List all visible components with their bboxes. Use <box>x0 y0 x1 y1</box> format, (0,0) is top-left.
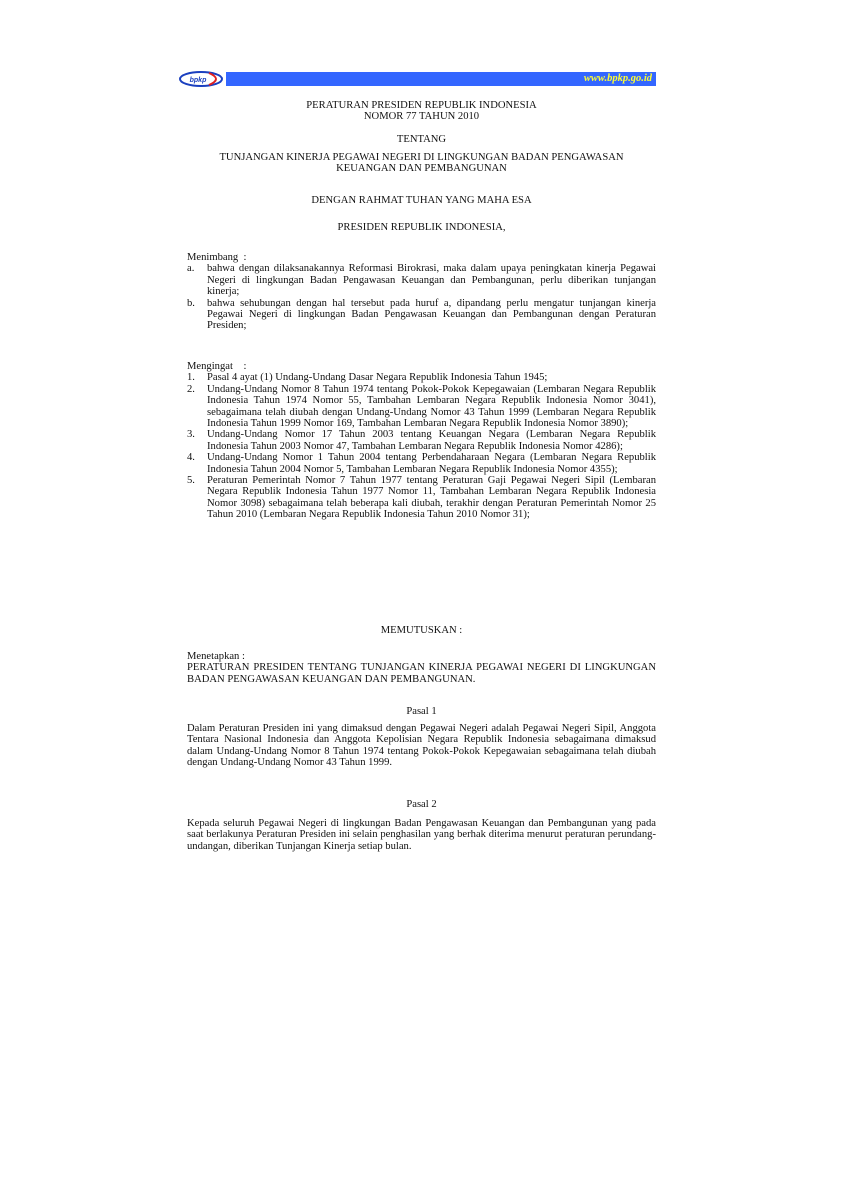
rahmat-line: DENGAN RAHMAT TUHAN YANG MAHA ESA <box>311 195 532 206</box>
list-item <box>187 452 656 475</box>
list-marker: b. <box>187 297 195 309</box>
list-item <box>187 429 656 452</box>
menimbang-section <box>187 252 656 332</box>
list-item <box>187 263 656 297</box>
pasal-2-heading: Pasal 2 <box>406 799 437 810</box>
list-marker: 3. <box>187 429 195 441</box>
pasal-1-text: Dalam Peraturan Presiden ini yang dimaksud dengan Pegawai Negeri adalah Pegawai Negeri Sipil, Anggota Tentara Nasional Indonesia dan Anggota Kepolisian Negara Republik Indonesia sebagaimana dimaksud dalam Undang-Undang Nomor 8 Tahun 1974 tentang Pokok-Pokok Kepegawaian sebagaimana telah diubah dengan Undang-Undang Nomor 43 Tahun 1999. <box>187 723 656 769</box>
memutuskan-heading: MEMUTUSKAN : <box>380 625 463 636</box>
list-marker: 4. <box>187 452 195 464</box>
svg-text:bpkp: bpkp <box>189 77 207 84</box>
document-title <box>187 100 656 123</box>
subject-line: TUNJANGAN KINERJA PEGAWAI NEGERI DI LINGKUNGAN BADAN PENGAWASAN <box>219 152 624 163</box>
menetapkan-section <box>187 651 656 685</box>
list-item <box>187 298 656 332</box>
document-subject <box>187 152 656 175</box>
pasal-1-heading: Pasal 1 <box>406 706 437 717</box>
section-label: Mengingat : <box>187 361 247 372</box>
list-text: Undang-Undang Nomor 1 Tahun 2004 tentang Perbendaharaan Negara (Lembaran Negara Republik Indonesia Tahun 2004 Nomor 5, Tambahan Lembaran Negara Republik Indonesia Nomor 4355); <box>207 452 656 475</box>
list-text: Pasal 4 ayat (1) Undang-Undang Dasar Negara Republik Indonesia Tahun 1945; <box>207 372 548 384</box>
menetapkan-text: PERATURAN PRESIDEN TENTANG TUNJANGAN KINERJA PEGAWAI NEGERI DI LINGKUNGAN BADAN PENGAWASAN KEUANGAN DAN PEMBANGUNAN. <box>187 662 656 685</box>
mengingat-section <box>187 361 656 521</box>
list-item <box>187 384 656 430</box>
list-text: bahwa sehubungan dengan hal tersebut pada huruf a, dipandang perlu mengatur tunjangan kinerja Pegawai Negeri di lingkungan Badan Pengawasan Keuangan dan Pembangunan dengan Peraturan Presiden; <box>207 297 656 332</box>
list-text: bahwa dengan dilaksanakannya Reformasi Birokrasi, maka dalam upaya peningkatan kinerja Pegawai Negeri di lingkungan Badan Pengawasan Keuangan dan Pembangunan, perlu diberikan tunjangan kinerja; <box>207 263 656 298</box>
list-marker: 5. <box>187 475 195 487</box>
website-link[interactable]: www.bpkp.go.id <box>583 73 652 84</box>
presiden-line: PRESIDEN REPUBLIK INDONESIA, <box>337 222 506 233</box>
subject-line: KEUANGAN DAN PEMBANGUNAN <box>336 163 507 175</box>
tentang-heading: TENTANG <box>396 134 447 145</box>
title-number: NOMOR 77 TAHUN 2010 <box>363 111 480 123</box>
pasal-2-text: Kepada seluruh Pegawai Negeri di lingkungan Badan Pengawasan Keuangan dan Pembangunan yang pada saat berlakunya Peraturan Presiden ini selain penghasilan yang berhak diterima menurut peraturan perundang-undangan, diberikan Tunjangan Kinerja setiap bulan. <box>187 818 656 852</box>
section-label: Menimbang : <box>187 252 247 263</box>
list-text: Peraturan Pemerintah Nomor 7 Tahun 1977 tentang Peraturan Gaji Pegawai Negeri Sipil (Lembaran Negara Republik Indonesia Tahun 1977 Nomor 11, Tambahan Lembaran Negara Republik Indonesia Nomor 3098) sebagaimana telah beberapa kali diubah, terakhir dengan Peraturan Pemerintah Nomor 25 Tahun 2010 (Lembaran Negara Republik Indonesia Tahun 2010 Nomor 31); <box>207 475 656 521</box>
list-item <box>187 372 656 383</box>
list-item <box>187 475 656 521</box>
list-marker: 1. <box>187 372 195 384</box>
title-line: PERATURAN PRESIDEN REPUBLIK INDONESIA <box>306 100 537 111</box>
section-label: Menetapkan : <box>187 651 245 662</box>
list-text: Undang-Undang Nomor 17 Tahun 2003 tentang Keuangan Negara (Lembaran Negara Republik Indonesia Tahun 2003 Nomor 47, Tambahan Lembaran Negara Republik Indonesia Nomor 4286); <box>207 429 656 452</box>
list-marker: a. <box>187 263 195 275</box>
bpkp-logo <box>179 71 225 87</box>
list-marker: 2. <box>187 383 195 395</box>
list-text: Undang-Undang Nomor 8 Tahun 1974 tentang Pokok-Pokok Kepegawaian (Lembaran Negara Republik Indonesia Tahun 1974 Nomor 55, Tambahan Lembaran Negara Republik Indonesia Nomor 3041), sebagaimana telah diubah dengan Undang-Undang Nomor 43 Tahun 1999 (Lembaran Negara Republik Indonesia Tahun 1999 Nomor 169, Tambahan Lembaran Negara Republik Indonesia Nomor 3890); <box>207 383 656 430</box>
header-bar <box>226 72 656 86</box>
